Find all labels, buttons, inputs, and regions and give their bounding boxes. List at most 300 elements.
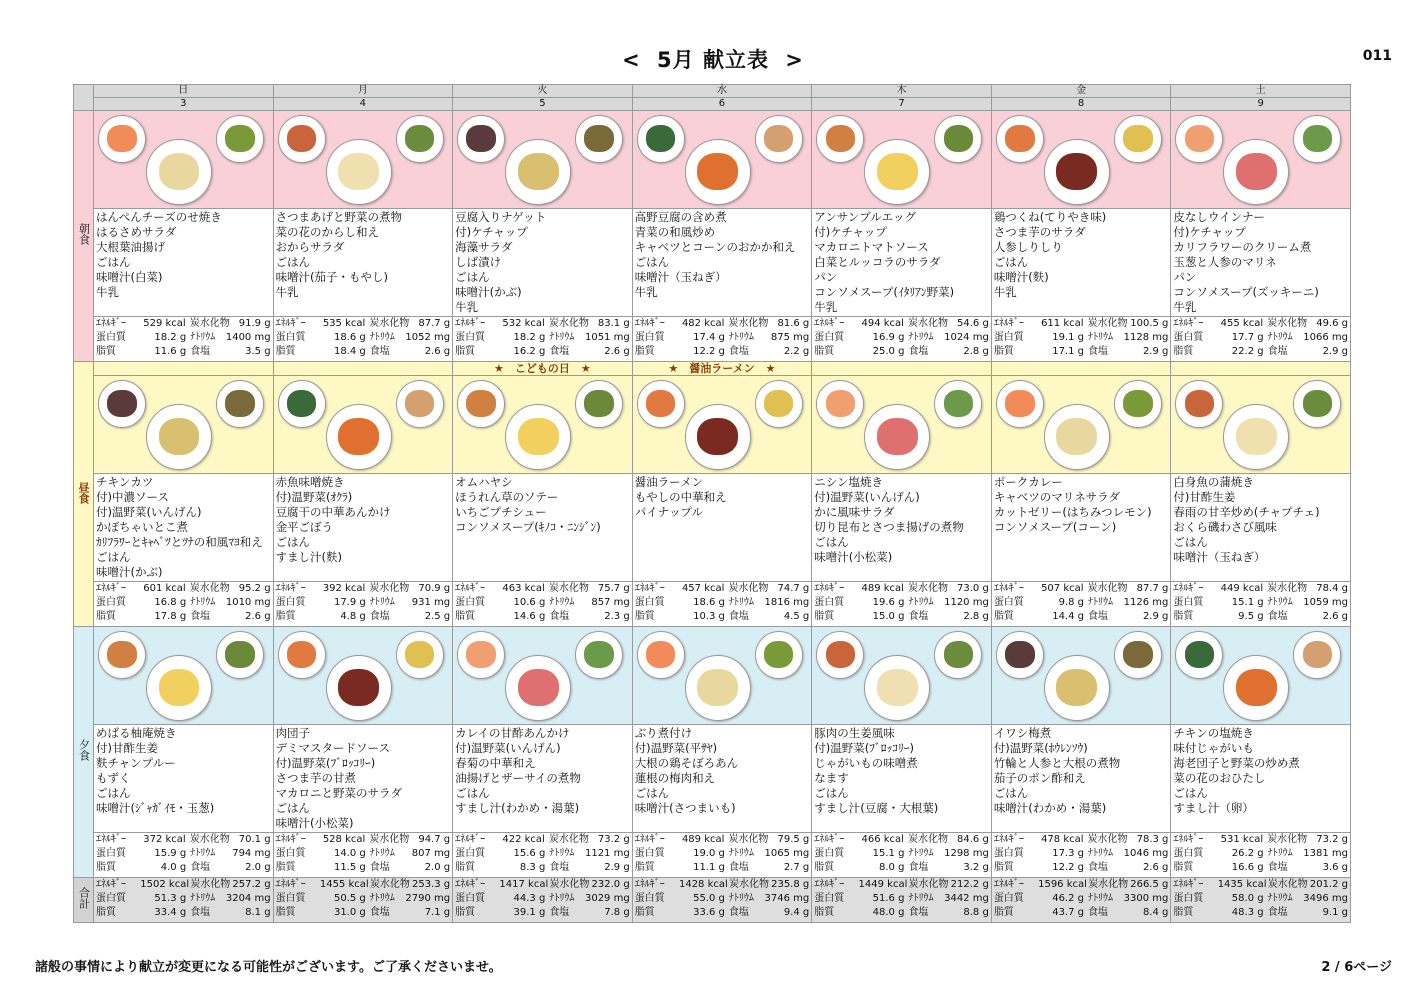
menu-item: ごはん (634, 786, 670, 800)
menu-item: 春菊の中華和え (455, 756, 536, 770)
menu-item: 牛乳 (634, 285, 658, 299)
dish-photo (505, 404, 571, 470)
menu-item: ごはん (993, 255, 1029, 269)
nutrient-value: 794 mg (232, 848, 271, 859)
nutrient-value: 528 kcal (322, 834, 366, 845)
lunch-photo-cell (94, 376, 274, 474)
menu-item: 豚肉の生姜風味 (814, 726, 895, 740)
nutrient-label: 蛋白質 (634, 597, 665, 608)
dinner-menu-list (633, 725, 812, 817)
nutrition-row (812, 331, 991, 345)
menu-item: 海老団子と野菜の炒め煮 (1173, 756, 1300, 770)
nutrient-label: ｴﾈﾙｷﾞｰ (1173, 318, 1204, 329)
menu-item: 麩チャンプルー (96, 756, 176, 770)
dish-photo (278, 631, 326, 679)
event-banner (991, 362, 1171, 376)
dish-photo (146, 655, 212, 721)
menu-item: 油揚げとザーサイの煮物 (455, 771, 581, 785)
nutrition-cell (273, 317, 453, 362)
date-row (74, 98, 1351, 111)
nutrition-row (812, 878, 991, 892)
nutrient-value: 18.4 g (333, 346, 366, 357)
breakfast-photos (274, 111, 453, 208)
dish-photo (1114, 631, 1162, 679)
dinner-menu-list (453, 725, 632, 817)
dinner-label (74, 627, 94, 878)
menu-item: 高野豆腐の含め煮 (634, 210, 727, 224)
menu-item: 付)甘酢生姜 (96, 741, 158, 755)
dish-photo (457, 631, 505, 679)
nutrient-label: 炭水化物 (369, 879, 410, 890)
breakfast-menu-list (633, 209, 812, 301)
nutrition-row (1171, 861, 1350, 875)
nutrient-label: 脂質 (455, 862, 476, 873)
nutrient-value: 87.7 g (1136, 583, 1169, 594)
nutrient-label: 脂質 (96, 611, 116, 622)
food-icon (287, 125, 316, 152)
nutrient-label: 炭水化物 (728, 583, 769, 594)
day-of-week: 水 (632, 85, 812, 98)
nutrition-cell (94, 317, 274, 362)
nutrient-value: 807 mg (411, 848, 451, 859)
dish-photo (1044, 404, 1110, 470)
nutrient-label: 炭水化物 (548, 318, 589, 329)
food-icon (877, 418, 918, 455)
nutrient-value: 51.3 g (154, 893, 187, 904)
nutrition-row (453, 610, 632, 624)
nutrient-value: 17.8 g (154, 611, 187, 622)
nutrient-value: 931 mg (411, 597, 451, 608)
dish-photo (146, 404, 212, 470)
nutrient-value: 70.9 g (418, 583, 451, 594)
menu-item: めばる柚庵焼き (96, 726, 177, 740)
nutrient-label: ｴﾈﾙｷﾞｰ (993, 879, 1024, 890)
nutrient-value: 535 kcal (322, 318, 366, 329)
menu-item: パイナップル (634, 505, 703, 519)
nutrient-value: 257.2 g (232, 879, 271, 890)
dish-photo (396, 380, 444, 428)
food-icon (107, 641, 136, 668)
nutrient-value: 507 kcal (1041, 583, 1084, 594)
food-icon (338, 153, 379, 190)
day-of-week: 月 (273, 85, 453, 98)
menu-item: 牛乳 (96, 285, 119, 299)
dinner-menu-cell (812, 725, 992, 833)
nutrient-label: 炭水化物 (189, 318, 230, 329)
menu-table (73, 84, 1351, 923)
food-icon (764, 390, 793, 417)
day-date: 8 (991, 98, 1171, 111)
lunch-menu-cell (453, 474, 633, 582)
menu-item: コンソメスープ(ｲﾀﾘｱﾝ野菜) (814, 285, 955, 299)
menu-item: アンサンブルエッグ (814, 210, 917, 224)
dish-photo (996, 631, 1044, 679)
nutrient-value: 372 kcal (143, 834, 186, 845)
menu-item: ぶり煮付け (634, 726, 693, 740)
menu-item: ごはん (634, 255, 670, 269)
day-date: 6 (632, 98, 812, 111)
nutrient-label: ﾅﾄﾘｳﾑ (1088, 893, 1113, 904)
food-icon (159, 669, 200, 706)
nutrient-value: 10.6 g (513, 597, 546, 608)
menu-item: ごはん (275, 535, 311, 549)
dish-photo (326, 139, 392, 205)
menu-item: オムハヤシ (455, 475, 513, 489)
menu-item: 牛乳 (455, 300, 479, 314)
nutrition-row (633, 847, 812, 861)
nutrient-value: 17.7 g (1231, 332, 1264, 343)
meal-label-text: 合計 (77, 887, 91, 909)
nutrient-label: 脂質 (993, 611, 1014, 622)
nutrition-cell (632, 833, 812, 878)
nutrient-value: 1120 mg (944, 597, 989, 608)
nutrition-row (94, 596, 273, 610)
dish-photo (864, 139, 930, 205)
nutrient-value: 9.5 g (1238, 611, 1264, 622)
lunch-menu-row (74, 474, 1351, 582)
nutrient-label: ｴﾈﾙｷﾞｰ (814, 879, 845, 890)
nutrient-value: 8.1 g (245, 907, 271, 918)
nutrient-value: 3204 mg (225, 893, 271, 904)
food-icon (1236, 153, 1277, 190)
nutrient-value: 15.1 g (1231, 597, 1264, 608)
dinner-photo-cell (1171, 627, 1351, 725)
breakfast-menu-cell (632, 209, 812, 317)
nutrient-label: 蛋白質 (96, 848, 126, 859)
nutrition-row (812, 610, 991, 624)
nutrition-row (992, 833, 1171, 847)
total-nutrition-cell (94, 878, 274, 923)
dish-photo (637, 631, 685, 679)
event-banner (273, 362, 453, 376)
nutrient-label: ｴﾈﾙｷﾞｰ (96, 834, 126, 845)
menu-item: さつま芋の甘煮 (275, 771, 357, 785)
menu-item: 付)ケチャップ (814, 225, 887, 239)
food-icon (518, 669, 559, 706)
food-icon (159, 153, 200, 190)
lunch-photos (812, 376, 991, 473)
nutrient-value: 48.0 g (872, 907, 905, 918)
nutrient-label: 蛋白質 (993, 597, 1024, 608)
nutrient-label: ﾅﾄﾘｳﾑ (369, 893, 395, 904)
nutrient-label: 炭水化物 (907, 834, 948, 845)
nutrient-label: 蛋白質 (993, 893, 1024, 904)
nutrient-label: 食塩 (728, 862, 749, 873)
breakfast-photo-cell (453, 111, 633, 209)
dish-photo (575, 631, 623, 679)
nutrition-row (812, 906, 991, 920)
nutrient-label: 蛋白質 (1173, 597, 1204, 608)
nutrition-row (274, 345, 453, 359)
menu-item: ごはん (275, 801, 311, 815)
menu-item: すまし汁(豆腐・大根葉) (814, 801, 939, 815)
nutrient-value: 78.3 g (1136, 834, 1169, 845)
lunch-menu-list (94, 474, 273, 581)
nutrient-value: 22.2 g (1231, 346, 1264, 357)
dish-photo (996, 115, 1044, 163)
nutrient-label: 食塩 (190, 862, 211, 873)
nutrient-value: 26.2 g (1231, 848, 1264, 859)
dinner-photo-cell (632, 627, 812, 725)
nutrient-value: 25.0 g (872, 346, 905, 357)
menu-item: ごはん (96, 255, 131, 269)
dish-photo (637, 380, 685, 428)
menu-item: かぼちゃいとこ煮 (96, 520, 188, 534)
menu-item: 付)温野菜(いんげん) (455, 741, 561, 755)
nutrition-cell (632, 582, 812, 627)
lunch-photo-cell (991, 376, 1171, 474)
menu-item: 付)中濃ソース (96, 490, 169, 504)
nutrient-value: 14.6 g (513, 611, 546, 622)
next-month-arrow[interactable]: > (785, 48, 804, 72)
nutrient-label: ﾅﾄﾘｳﾑ (908, 332, 934, 343)
menu-item: チキンカツ (96, 475, 154, 489)
menu-item: 牛乳 (1173, 300, 1197, 314)
food-icon (225, 125, 254, 152)
nutrition-row (992, 345, 1171, 359)
nutrient-label: 脂質 (634, 907, 655, 918)
nutrient-value: 1428 kcal (678, 879, 728, 890)
nutrition-row (992, 847, 1171, 861)
breakfast-menu-cell (453, 209, 633, 317)
dish-photo (326, 404, 392, 470)
nutrient-value: 1816 mg (764, 597, 810, 608)
dish-photo (755, 380, 803, 428)
day-date: 7 (812, 98, 992, 111)
nutrient-label: 食塩 (1088, 346, 1108, 357)
lunch-photo-cell (453, 376, 633, 474)
nutrition-row (1171, 892, 1350, 906)
dish-photo (934, 631, 982, 679)
nutrition-cell (991, 833, 1171, 878)
day-of-week: 木 (812, 85, 992, 98)
menu-item: おからサラダ (275, 240, 345, 254)
nutrient-value: 482 kcal (681, 318, 725, 329)
menu-item: ごはん (814, 535, 849, 549)
nutrient-value: 17.4 g (693, 332, 725, 343)
dish-photo (996, 380, 1044, 428)
nutrient-label: 炭水化物 (728, 318, 769, 329)
nutrient-label: 脂質 (634, 346, 655, 357)
total-nutrition-cell (991, 878, 1171, 923)
food-icon (1056, 153, 1097, 190)
nutrition-row (633, 331, 812, 345)
dish-photo (1293, 115, 1341, 163)
nutrition-row (453, 596, 632, 610)
menu-item: 味噌汁(白菜) (96, 270, 163, 284)
food-icon (466, 125, 495, 152)
event-banner (1171, 362, 1351, 376)
nutrient-label: ｴﾈﾙｷﾞｰ (275, 834, 306, 845)
nutrition-row (1171, 331, 1350, 345)
food-icon (877, 153, 918, 190)
nutrition-row (274, 596, 453, 610)
nutrition-row (453, 847, 632, 861)
dinner-photos (453, 627, 632, 724)
nutrient-value: 84.6 g (957, 834, 989, 845)
food-icon (1123, 641, 1152, 668)
menu-item: 茄子のポン酢和え (993, 771, 1086, 785)
nutrient-label: ｴﾈﾙｷﾞｰ (993, 834, 1024, 845)
nutrition-row (274, 331, 453, 345)
nutrient-value: 1502 kcal (140, 879, 190, 890)
nutrient-value: 2.8 g (963, 346, 989, 357)
lunch-menu-cell (812, 474, 992, 582)
lunch-menu-list (633, 474, 812, 521)
dish-photo (685, 655, 751, 721)
nutrient-label: 食塩 (190, 907, 211, 918)
nutrient-label: 食塩 (1267, 862, 1288, 873)
menu-item: 赤魚味噌焼き (275, 475, 345, 489)
dish-photo (1223, 139, 1289, 205)
dish-photo (575, 380, 623, 428)
food-icon (338, 669, 379, 706)
food-icon (826, 390, 855, 417)
nutrient-value: 601 kcal (143, 583, 186, 594)
nutrient-value: 17.3 g (1052, 848, 1084, 859)
food-icon (338, 418, 379, 455)
nutrient-value: 1046 mg (1123, 848, 1169, 859)
menu-item: 味付じゃがいも (1173, 741, 1254, 755)
nutrient-label: 脂質 (993, 346, 1014, 357)
nutrient-label: ﾅﾄﾘｳﾑ (1088, 848, 1113, 859)
nutrient-label: 脂質 (1173, 611, 1194, 622)
breakfast-menu-list (453, 209, 632, 316)
lunch-menu-list (453, 474, 632, 536)
dinner-photos (1171, 627, 1350, 724)
dish-photo (1175, 115, 1223, 163)
nutrient-label: ｴﾈﾙｷﾞｰ (1173, 834, 1204, 845)
menu-item: 付)温野菜(ﾌﾞﾛｯｺﾘｰ) (814, 741, 914, 755)
nutrient-value: 19.0 g (693, 848, 725, 859)
breakfast-label (74, 111, 94, 362)
nutrition-row (1171, 610, 1350, 624)
nutrient-label: 脂質 (275, 611, 296, 622)
nutrient-value: 2.0 g (245, 862, 271, 873)
nutrition-cell (1171, 833, 1351, 878)
menu-item: 大根の鶏そぼろあん (634, 756, 739, 770)
food-icon (646, 125, 675, 152)
prev-month-arrow[interactable]: < (622, 48, 641, 72)
nutrient-label: ﾅﾄﾘｳﾑ (1267, 848, 1293, 859)
nutrition-row (633, 861, 812, 875)
nutrition-row (812, 345, 991, 359)
menu-item: 醤油ラーメン (634, 475, 704, 489)
nutrient-label: 食塩 (369, 907, 390, 918)
nutrient-label: ﾅﾄﾘｳﾑ (728, 848, 754, 859)
nutrient-value: 73.0 g (957, 583, 989, 594)
menu-item: いちごプチシュー (455, 505, 547, 519)
nutrient-label: 蛋白質 (275, 848, 306, 859)
nutrient-label: 脂質 (275, 907, 296, 918)
menu-item: コンソメスープ(ｷﾉｺ・ﾆﾝｼﾞﾝ) (455, 520, 601, 534)
breakfast-menu-cell (1171, 209, 1351, 317)
day-date: 9 (1171, 98, 1351, 111)
lunch-menu-cell (991, 474, 1171, 582)
dinner-photos (812, 627, 991, 724)
corner-cell (74, 85, 94, 111)
dish-photo (396, 631, 444, 679)
nutrient-value: 55.0 g (693, 893, 725, 904)
nutrient-value: 74.7 g (777, 583, 810, 594)
nutrient-value: 12.2 g (693, 346, 725, 357)
breakfast-photos (94, 111, 273, 208)
breakfast-photos (1171, 111, 1350, 208)
nutrient-label: 炭水化物 (190, 879, 231, 890)
lunch-menu-list (1171, 474, 1350, 566)
menu-item: マカロニトマトソース (814, 240, 929, 254)
nutrient-value: 1128 mg (1123, 332, 1169, 343)
nutrition-row (274, 878, 453, 892)
nutrition-row (812, 847, 991, 861)
food-icon (1236, 669, 1277, 706)
nutrient-value: 44.3 g (513, 893, 546, 904)
nutrient-label: 食塩 (728, 907, 749, 918)
menu-item: デミマスタードソース (275, 741, 390, 755)
nutrient-value: 3.6 g (1322, 862, 1348, 873)
nutrient-label: 炭水化物 (1267, 583, 1308, 594)
dinner-menu-row (74, 725, 1351, 833)
nutrient-label: ﾅﾄﾘｳﾑ (190, 597, 216, 608)
nutrient-label: ｴﾈﾙｷﾞｰ (275, 318, 306, 329)
breakfast-photo-row (74, 111, 1351, 209)
nutrient-value: 4.8 g (340, 611, 366, 622)
nutrient-value: 33.6 g (693, 907, 725, 918)
nutrient-value: 8.8 g (963, 907, 989, 918)
nutrient-value: 2.7 g (783, 862, 810, 873)
nutrition-row (633, 596, 812, 610)
menu-item: ごはん (1173, 786, 1208, 800)
nutrient-label: ﾅﾄﾘｳﾑ (190, 848, 216, 859)
menu-item: 大根葉油揚げ (96, 240, 165, 254)
breakfast-photos (992, 111, 1171, 208)
nutrient-value: 2.6 g (245, 611, 271, 622)
nutrient-value: 2.6 g (604, 346, 630, 357)
total-nutrition-cell (632, 878, 812, 923)
nutrient-label: 炭水化物 (369, 318, 410, 329)
nutrient-label: ｴﾈﾙｷﾞｰ (814, 583, 845, 594)
dish-photo (864, 404, 930, 470)
nutrient-value: 1596 kcal (1038, 879, 1087, 890)
nutrient-value: 18.2 g (154, 332, 187, 343)
food-icon (405, 125, 434, 152)
nutrient-value: 54.6 g (957, 318, 989, 329)
nutrition-row (94, 582, 273, 596)
nutrient-value: 3496 mg (1303, 893, 1348, 904)
nutrient-label: 脂質 (1173, 907, 1194, 918)
nutrient-value: 3442 mg (944, 893, 989, 904)
nutrient-label: 炭水化物 (907, 318, 948, 329)
nutrition-row (992, 596, 1171, 610)
nutrient-value: 49.6 g (1316, 318, 1348, 329)
breakfast-menu-list (992, 209, 1171, 301)
day-date: 3 (94, 98, 274, 111)
nutrient-label: 炭水化物 (1087, 834, 1128, 845)
nutrient-value: 478 kcal (1041, 834, 1084, 845)
dow-row (74, 85, 1351, 98)
food-icon (466, 390, 495, 417)
breakfast-photo-cell (812, 111, 992, 209)
nutrient-label: 食塩 (908, 907, 929, 918)
food-icon (518, 418, 559, 455)
food-icon (944, 641, 973, 668)
nutrition-row (633, 582, 812, 596)
nutrient-value: 2.8 g (963, 611, 989, 622)
nutrient-value: 43.7 g (1052, 907, 1084, 918)
dish-photo (98, 631, 146, 679)
dish-photo (755, 631, 803, 679)
food-icon (944, 125, 973, 152)
